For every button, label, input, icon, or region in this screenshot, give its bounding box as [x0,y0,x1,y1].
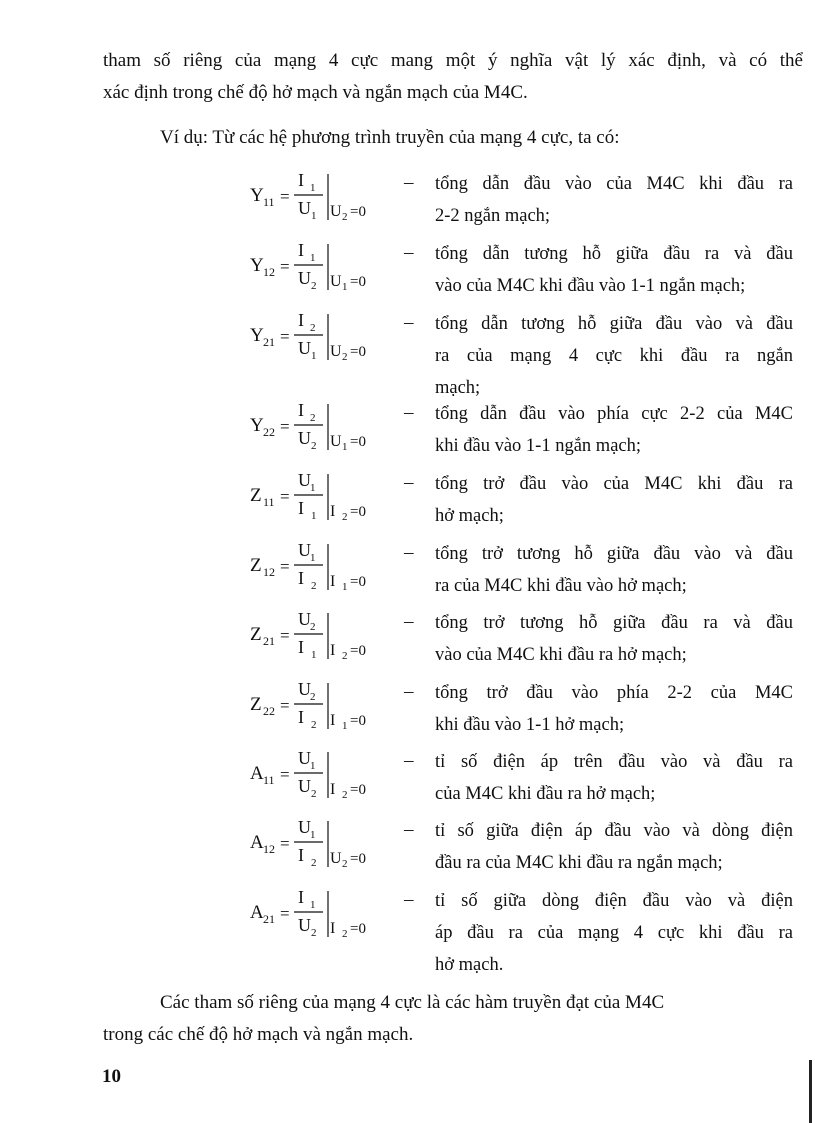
denominator-symbol: I [298,845,304,865]
equals-sign: = [280,327,290,346]
numerator-subscript: 1 [310,182,316,194]
description-line: của M4C khi đầu ra hở mạch; [435,784,656,804]
parameter-formula [248,677,398,737]
denominator-symbol: U [298,776,311,796]
condition-variable: U [330,203,342,220]
numerator-subscript: 2 [310,322,316,334]
numerator-symbol: U [298,470,311,490]
numerator-symbol: U [298,748,311,768]
param-symbol: Z [250,555,262,576]
condition-variable: I [330,920,336,937]
dash-separator: – [404,312,414,333]
dash-separator: – [404,681,414,702]
numerator-symbol: U [298,540,311,560]
param-subscript: 22 [263,704,275,718]
condition-subscript: 2 [342,858,348,870]
param-symbol: Z [250,485,262,506]
parameter-formula [248,746,398,806]
equals-sign: = [280,904,290,923]
parameter-formula [248,398,398,458]
param-symbol: Y [250,185,264,206]
description-line: ra của M4C khi đầu vào hở mạch; [435,576,687,596]
equals-sign: = [280,696,290,715]
denominator-subscript: 2 [311,580,317,592]
dash-separator: – [404,819,414,840]
param-subscript: 11 [263,495,275,509]
condition-value: =0 [350,204,366,220]
dash-separator: – [404,750,414,771]
parameter-formula [248,538,398,598]
closing-line-2: trong các chế độ hở mạch và ngắn mạch. [103,1024,414,1045]
parameter-formula [248,308,398,368]
condition-value: =0 [350,574,366,590]
parameter-formula [248,607,398,667]
numerator-subscript: 1 [310,760,316,772]
denominator-subscript: 2 [311,927,317,939]
param-symbol: A [250,832,264,853]
denominator-symbol: I [298,568,304,588]
condition-value: =0 [350,643,366,659]
condition-value: =0 [350,274,366,290]
page-edge-rule [809,1060,812,1123]
equals-sign: = [280,557,290,576]
numerator-symbol: U [298,817,311,837]
description-line: khi đầu vào 1-1 hở mạch; [435,715,625,735]
numerator-subscript: 2 [310,412,316,424]
parameter-description [435,398,793,462]
equals-sign: = [280,417,290,436]
numerator-subscript: 1 [310,899,316,911]
condition-value: =0 [350,782,366,798]
param-symbol: Y [250,325,264,346]
intro-line-1: tham số riêng của mạng 4 cực mang một ý nghĩa vật lý xác định, và có thể [103,50,803,71]
description-line: tổng dẫn đầu vào phía cực 2-2 của M4C [435,404,793,424]
denominator-symbol: U [298,428,311,448]
denominator-subscript: 1 [311,510,317,522]
numerator-subscript: 1 [310,552,316,564]
parameter-description [435,238,793,302]
denominator-symbol: I [298,707,304,727]
page-number: 10 [102,1066,121,1087]
condition-variable: U [330,343,342,360]
parameter-formula [248,815,398,875]
condition-variable: I [330,573,336,590]
condition-variable: I [330,781,336,798]
parameter-description [435,168,793,232]
equals-sign: = [280,765,290,784]
param-subscript: 22 [263,425,275,439]
condition-variable: U [330,273,342,290]
numerator-subscript: 2 [310,621,316,633]
condition-subscript: 2 [342,650,348,662]
param-subscript: 12 [263,842,275,856]
denominator-subscript: 1 [311,210,317,222]
description-line: tổng trở đầu vào phía 2-2 của M4C [435,683,793,703]
description-line: tỉ số giữa dòng điện đầu vào và điện [435,891,793,911]
condition-subscript: 2 [342,351,348,363]
parameter-formula [248,885,398,945]
numerator-subscript: 1 [310,829,316,841]
condition-subscript: 1 [342,281,348,293]
intro-paragraph [103,45,803,109]
description-line: hở mạch. [435,955,504,975]
param-symbol: Y [250,255,264,276]
description-line: ra của mạng 4 cực khi đầu ra ngắn [435,346,793,366]
denominator-subscript: 2 [311,788,317,800]
condition-subscript: 2 [342,511,348,523]
dash-separator: – [404,472,414,493]
description-line: tổng dẫn tương hỗ giữa đầu vào và đầu [435,314,793,334]
numerator-symbol: U [298,679,311,699]
description-line: tỉ số điện áp trên đầu vào và đầu ra [435,752,793,772]
numerator-symbol: I [298,400,304,420]
condition-subscript: 1 [342,581,348,593]
condition-subscript: 2 [342,789,348,801]
param-symbol: Z [250,624,262,645]
description-line: mạch; [435,378,481,398]
dash-separator: – [404,172,414,193]
closing-paragraph [103,987,803,1051]
description-line: áp đầu ra của mạng 4 cực khi đầu ra [435,923,793,943]
dash-separator: – [404,542,414,563]
parameter-description [435,308,793,404]
parameter-formula [248,238,398,298]
parameter-description [435,746,793,810]
parameter-description [435,607,793,671]
parameter-description [435,468,793,532]
param-subscript: 12 [263,265,275,279]
condition-variable: I [330,712,336,729]
description-line: 2-2 ngắn mạch; [435,206,551,226]
condition-subscript: 2 [342,211,348,223]
denominator-symbol: I [298,498,304,518]
condition-value: =0 [350,434,366,450]
param-subscript: 21 [263,634,275,648]
denominator-subscript: 2 [311,280,317,292]
example-intro: Ví dụ: Từ các hệ phương trình truyền của mạng 4 cực, ta có: [160,127,620,148]
parameter-description [435,815,793,879]
intro-line-2: xác định trong chế độ hở mạch và ngắn mạch của M4C. [103,82,528,103]
denominator-symbol: U [298,915,311,935]
description-line: hở mạch; [435,506,504,526]
denominator-symbol: I [298,637,304,657]
description-line: tổng trở tương hỗ giữa đầu ra và đầu [435,613,793,633]
param-symbol: Y [250,415,264,436]
param-subscript: 11 [263,773,275,787]
parameter-description [435,677,793,741]
denominator-symbol: U [298,338,311,358]
description-line: khi đầu vào 1-1 ngắn mạch; [435,436,642,456]
dash-separator: – [404,242,414,263]
condition-value: =0 [350,921,366,937]
description-line: tổng dẫn tương hỗ giữa đầu ra và đầu [435,244,793,264]
numerator-subscript: 1 [310,482,316,494]
parameter-formula [248,168,398,228]
param-symbol: A [250,902,264,923]
equals-sign: = [280,834,290,853]
numerator-symbol: I [298,310,304,330]
condition-value: =0 [350,504,366,520]
description-line: tổng dẫn đầu vào của M4C khi đầu ra [435,174,793,194]
description-line: tổng trở tương hỗ giữa đầu vào và đầu [435,544,793,564]
numerator-symbol: I [298,240,304,260]
condition-subscript: 2 [342,928,348,940]
description-line: vào của M4C khi đầu vào 1-1 ngắn mạch; [435,276,746,296]
param-subscript: 11 [263,195,275,209]
denominator-subscript: 1 [311,350,317,362]
condition-variable: I [330,503,336,520]
parameter-description [435,885,793,981]
numerator-subscript: 2 [310,691,316,703]
numerator-symbol: I [298,887,304,907]
denominator-subscript: 2 [311,719,317,731]
condition-subscript: 1 [342,720,348,732]
denominator-subscript: 1 [311,649,317,661]
condition-variable: U [330,433,342,450]
denominator-subscript: 2 [311,857,317,869]
numerator-symbol: U [298,609,311,629]
description-line: vào của M4C khi đầu ra hở mạch; [435,645,687,665]
parameter-formula [248,468,398,528]
dash-separator: – [404,611,414,632]
numerator-symbol: I [298,170,304,190]
description-line: tổng trở đầu vào của M4C khi đầu ra [435,474,793,494]
denominator-symbol: U [298,198,311,218]
param-symbol: A [250,763,264,784]
dash-separator: – [404,402,414,423]
condition-variable: I [330,642,336,659]
param-subscript: 21 [263,335,275,349]
condition-variable: U [330,850,342,867]
dash-separator: – [404,889,414,910]
description-line: đầu ra của M4C khi đầu ra ngắn mạch; [435,853,723,873]
param-symbol: Z [250,694,262,715]
equals-sign: = [280,257,290,276]
denominator-subscript: 2 [311,440,317,452]
condition-value: =0 [350,344,366,360]
condition-value: =0 [350,851,366,867]
condition-subscript: 1 [342,441,348,453]
param-subscript: 12 [263,565,275,579]
equals-sign: = [280,187,290,206]
closing-line-1: Các tham số riêng của mạng 4 cực là các hàm truyền đạt của M4C [160,992,665,1013]
equals-sign: = [280,487,290,506]
equals-sign: = [280,626,290,645]
parameter-description [435,538,793,602]
denominator-symbol: U [298,268,311,288]
numerator-subscript: 1 [310,252,316,264]
description-line: tỉ số giữa điện áp đầu vào và dòng điện [435,821,793,841]
param-subscript: 21 [263,912,275,926]
condition-value: =0 [350,713,366,729]
